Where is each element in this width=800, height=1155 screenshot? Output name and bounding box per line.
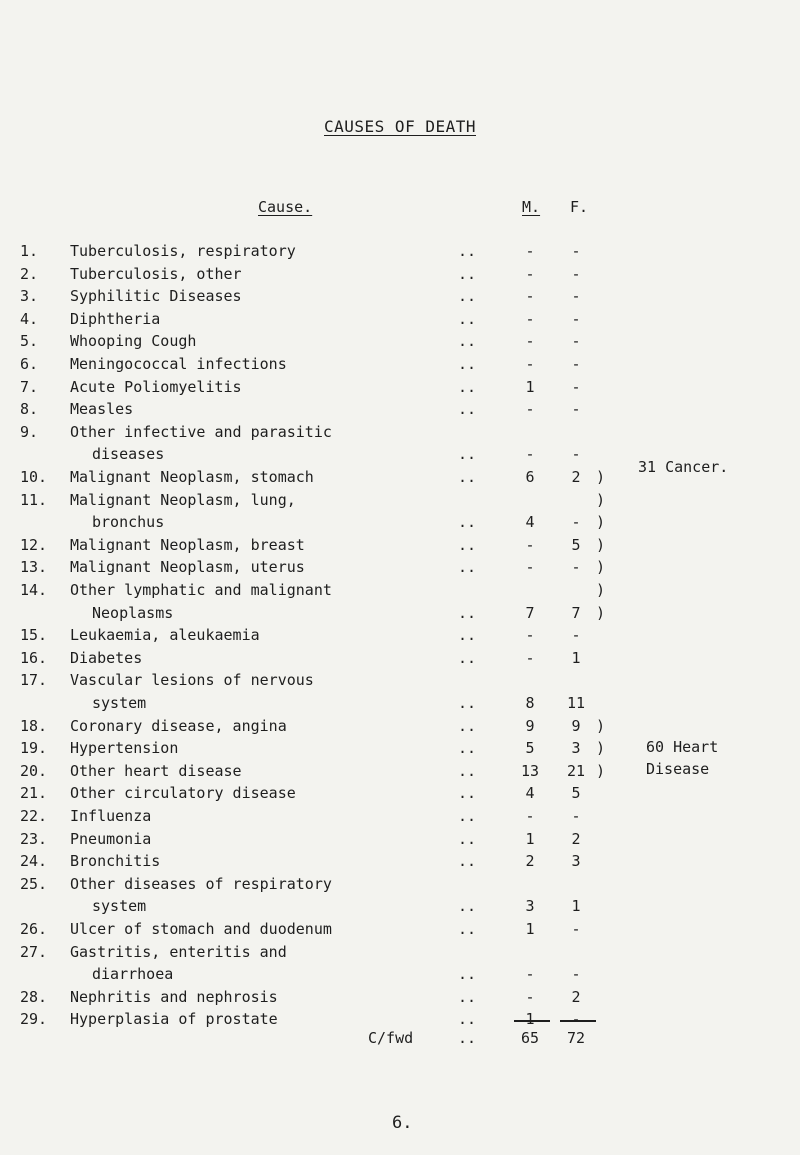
cause-label: Diabetes bbox=[70, 648, 143, 667]
cause-label: Gastritis, enteritis and bbox=[70, 942, 287, 961]
table-row bbox=[0, 647, 800, 669]
cause-label: Other diseases of respiratory bbox=[70, 874, 332, 893]
male-count: 1 bbox=[525, 829, 535, 848]
female-count: - bbox=[571, 807, 581, 825]
table-row bbox=[0, 376, 800, 398]
female-count: 2 bbox=[571, 987, 581, 1006]
cause-label: Hyperplasia of prostate bbox=[70, 1010, 278, 1029]
female-count: 5 bbox=[571, 535, 581, 554]
cause-label: Whooping Cough bbox=[70, 332, 197, 351]
row-number: 3. bbox=[20, 287, 39, 306]
male-count: - bbox=[525, 648, 535, 667]
table-row-continuation bbox=[0, 895, 800, 917]
row-number: 14. bbox=[20, 581, 48, 599]
male-count: - bbox=[525, 242, 535, 260]
male-count: 5 bbox=[525, 739, 535, 758]
leader-dots: .. bbox=[458, 920, 477, 938]
table-row bbox=[0, 715, 800, 737]
row-number: 6. bbox=[20, 355, 39, 373]
male-count: 9 bbox=[525, 716, 535, 735]
row-number: 5. bbox=[20, 332, 39, 351]
cause-label: Acute Poliomyelitis bbox=[70, 377, 242, 396]
table-row bbox=[0, 556, 800, 578]
male-count: 13 bbox=[520, 761, 540, 780]
brace-segment: ) bbox=[596, 761, 606, 780]
male-count: 1 bbox=[525, 377, 535, 396]
female-count: - bbox=[571, 558, 581, 577]
female-count: 1 bbox=[571, 897, 581, 916]
cause-label: Other circulatory disease bbox=[70, 784, 296, 803]
cause-label: Syphilitic Diseases bbox=[70, 287, 242, 306]
leader-dots: .. bbox=[458, 626, 477, 645]
table-row bbox=[0, 873, 800, 895]
female-count: - bbox=[571, 965, 581, 984]
table-row bbox=[0, 941, 800, 963]
leader-dots: .. bbox=[458, 852, 477, 871]
cause-label-continued: diseases bbox=[92, 445, 165, 464]
leader-dots: .. bbox=[458, 445, 477, 464]
female-count: 7 bbox=[571, 603, 581, 622]
row-number: 24. bbox=[20, 852, 48, 871]
table-row bbox=[0, 624, 800, 646]
row-number: 10. bbox=[20, 468, 48, 486]
leader-dots: .. bbox=[458, 1029, 477, 1047]
row-number: 13. bbox=[20, 558, 48, 577]
cause-label: Malignant Neoplasm, uterus bbox=[70, 558, 305, 577]
cause-label: Diphtheria bbox=[70, 309, 161, 328]
female-count: - bbox=[571, 626, 581, 645]
male-count: 2 bbox=[525, 852, 535, 871]
row-number: 29. bbox=[20, 1010, 48, 1029]
leader-dots: .. bbox=[458, 897, 477, 916]
cause-label: Pneumonia bbox=[70, 829, 152, 848]
female-count: 5 bbox=[571, 784, 581, 803]
leader-dots: .. bbox=[458, 377, 477, 396]
row-number: 21. bbox=[20, 784, 48, 803]
cause-label: Other infective and parasitic bbox=[70, 422, 332, 441]
row-number: 19. bbox=[20, 739, 48, 758]
male-count: - bbox=[525, 445, 535, 464]
leader-dots: .. bbox=[458, 332, 477, 351]
brace-segment: ) bbox=[596, 468, 606, 486]
table-row-continuation bbox=[0, 511, 800, 533]
cause-label: Ulcer of stomach and duodenum bbox=[70, 920, 332, 938]
totals-row bbox=[0, 1027, 800, 1049]
female-total: 72 bbox=[566, 1029, 586, 1047]
leader-dots: .. bbox=[458, 694, 477, 712]
row-number: 22. bbox=[20, 807, 48, 825]
male-count: - bbox=[525, 287, 535, 306]
leader-dots: .. bbox=[458, 468, 477, 486]
female-count: - bbox=[571, 242, 581, 260]
row-number: 7. bbox=[20, 377, 39, 396]
male-count: 7 bbox=[525, 603, 535, 622]
cause-label: Measles bbox=[70, 400, 134, 419]
heart-group-label-line2: Disease bbox=[646, 760, 710, 778]
leader-dots: .. bbox=[458, 739, 477, 758]
table-row bbox=[0, 669, 800, 691]
leader-dots: .. bbox=[458, 784, 477, 803]
brace-segment: ) bbox=[596, 716, 606, 735]
female-count: - bbox=[571, 287, 581, 306]
cause-label-continued: diarrhoea bbox=[92, 965, 174, 984]
leader-dots: .. bbox=[458, 400, 477, 419]
female-count: - bbox=[571, 377, 581, 396]
row-number: 11. bbox=[20, 490, 48, 509]
cause-label: Vascular lesions of nervous bbox=[70, 671, 314, 690]
male-count: - bbox=[525, 965, 535, 984]
female-count: - bbox=[571, 513, 581, 532]
female-count: - bbox=[571, 332, 581, 351]
brace-segment: ) bbox=[596, 490, 606, 509]
leader-dots: .. bbox=[458, 287, 477, 306]
leader-dots: .. bbox=[458, 309, 477, 328]
row-number: 8. bbox=[20, 400, 39, 419]
cause-label-continued: system bbox=[92, 694, 147, 712]
male-count: 8 bbox=[525, 694, 535, 712]
male-count: - bbox=[525, 355, 535, 373]
female-count: 2 bbox=[571, 829, 581, 848]
cause-label-continued: system bbox=[92, 897, 147, 916]
leader-dots: .. bbox=[458, 648, 477, 667]
male-count: - bbox=[525, 400, 535, 419]
table-row-continuation bbox=[0, 602, 800, 624]
row-number: 12. bbox=[20, 535, 48, 554]
leader-dots: .. bbox=[458, 987, 477, 1006]
row-number: 28. bbox=[20, 987, 48, 1006]
heart-group-label bbox=[646, 736, 718, 780]
table-row-continuation bbox=[0, 692, 800, 714]
leader-dots: .. bbox=[458, 603, 477, 622]
male-count: - bbox=[525, 264, 535, 283]
cause-label: Other heart disease bbox=[70, 761, 242, 780]
cause-label: Malignant Neoplasm, breast bbox=[70, 535, 305, 554]
leader-dots: .. bbox=[458, 761, 477, 780]
column-header-female: F. bbox=[570, 198, 589, 216]
column-header-cause: Cause. bbox=[258, 198, 313, 216]
leader-dots: .. bbox=[458, 513, 477, 532]
cause-label: Malignant Neoplasm, stomach bbox=[70, 468, 314, 486]
male-count: - bbox=[525, 987, 535, 1006]
male-count: - bbox=[525, 558, 535, 577]
table-row bbox=[0, 579, 800, 601]
table-row bbox=[0, 986, 800, 1008]
female-count: 9 bbox=[571, 716, 581, 735]
female-count: 11 bbox=[566, 694, 586, 712]
male-total-rule bbox=[514, 1020, 550, 1022]
table-row bbox=[0, 353, 800, 375]
cause-label: Influenza bbox=[70, 807, 152, 825]
female-total-rule bbox=[560, 1020, 596, 1022]
table-row bbox=[0, 421, 800, 443]
table-row bbox=[0, 240, 800, 262]
table-row bbox=[0, 918, 800, 940]
leader-dots: .. bbox=[458, 355, 477, 373]
leader-dots: .. bbox=[458, 264, 477, 283]
table-row bbox=[0, 805, 800, 827]
table-row bbox=[0, 330, 800, 352]
row-number: 23. bbox=[20, 829, 48, 848]
male-count: 4 bbox=[525, 784, 535, 803]
leader-dots: .. bbox=[458, 807, 477, 825]
male-total: 65 bbox=[520, 1029, 540, 1047]
table-row bbox=[0, 308, 800, 330]
table-row bbox=[0, 534, 800, 556]
female-count: 21 bbox=[566, 761, 586, 780]
brace-segment: ) bbox=[596, 581, 606, 599]
leader-dots: .. bbox=[458, 242, 477, 260]
leader-dots: .. bbox=[458, 965, 477, 984]
brace-segment: ) bbox=[596, 739, 606, 758]
leader-dots: .. bbox=[458, 558, 477, 577]
leader-dots: .. bbox=[458, 829, 477, 848]
leader-dots: .. bbox=[458, 535, 477, 554]
row-number: 1. bbox=[20, 242, 39, 260]
table-row bbox=[0, 850, 800, 872]
brace-segment: ) bbox=[596, 513, 606, 532]
row-number: 9. bbox=[20, 422, 39, 441]
table-row bbox=[0, 489, 800, 511]
brace-segment: ) bbox=[596, 558, 606, 577]
cause-label: Nephritis and nephrosis bbox=[70, 987, 278, 1006]
female-count: - bbox=[571, 445, 581, 464]
female-count: 1 bbox=[571, 648, 581, 667]
cause-label: Coronary disease, angina bbox=[70, 716, 287, 735]
table-row bbox=[0, 263, 800, 285]
row-number: 15. bbox=[20, 626, 48, 645]
female-count: - bbox=[571, 309, 581, 328]
carried-forward-label: C/fwd bbox=[368, 1029, 414, 1047]
cause-label-continued: Neoplasms bbox=[92, 603, 174, 622]
table-row bbox=[0, 285, 800, 307]
leader-dots: .. bbox=[458, 716, 477, 735]
cause-label: Meningococcal infections bbox=[70, 355, 287, 373]
male-count: 3 bbox=[525, 897, 535, 916]
male-count: - bbox=[525, 332, 535, 351]
row-number: 2. bbox=[20, 264, 39, 283]
male-count: 6 bbox=[525, 468, 535, 486]
female-count: - bbox=[571, 400, 581, 419]
female-count: - bbox=[571, 355, 581, 373]
row-number: 26. bbox=[20, 920, 48, 938]
row-number: 25. bbox=[20, 874, 48, 893]
row-number: 27. bbox=[20, 942, 48, 961]
cause-label: Leukaemia, aleukaemia bbox=[70, 626, 260, 645]
cause-label: Malignant Neoplasm, lung, bbox=[70, 490, 296, 509]
cancer-group-label: 31 Cancer. bbox=[638, 458, 729, 476]
cause-label: Tuberculosis, other bbox=[70, 264, 242, 283]
brace-segment: ) bbox=[596, 603, 606, 622]
female-count: - bbox=[571, 920, 581, 938]
table-row-continuation bbox=[0, 963, 800, 985]
female-count: 3 bbox=[571, 852, 581, 871]
cause-label-continued: bronchus bbox=[92, 513, 165, 532]
row-number: 20. bbox=[20, 761, 48, 780]
male-count: - bbox=[525, 807, 535, 825]
leader-dots: .. bbox=[458, 1010, 477, 1029]
heart-group-label-line1: 60 Heart bbox=[646, 738, 719, 756]
table-row bbox=[0, 828, 800, 850]
male-count: 1 bbox=[525, 920, 535, 938]
table-row bbox=[0, 782, 800, 804]
male-count: - bbox=[525, 626, 535, 645]
cause-label: Tuberculosis, respiratory bbox=[70, 242, 296, 260]
male-count: - bbox=[525, 535, 535, 554]
row-number: 16. bbox=[20, 648, 48, 667]
row-number: 4. bbox=[20, 309, 39, 328]
cause-label: Bronchitis bbox=[70, 852, 161, 871]
brace-segment: ) bbox=[596, 535, 606, 554]
page-title: CAUSES OF DEATH bbox=[324, 117, 476, 136]
female-count: 2 bbox=[571, 468, 581, 486]
page-number: 6. bbox=[392, 1113, 413, 1133]
cause-label: Hypertension bbox=[70, 739, 179, 758]
row-number: 17. bbox=[20, 671, 48, 690]
cause-label: Other lymphatic and malignant bbox=[70, 581, 332, 599]
column-header-male: M. bbox=[522, 198, 541, 216]
male-count: 4 bbox=[525, 513, 535, 532]
female-count: 3 bbox=[571, 739, 581, 758]
table-row bbox=[0, 398, 800, 420]
male-count: - bbox=[525, 309, 535, 328]
row-number: 18. bbox=[20, 716, 48, 735]
female-count: - bbox=[571, 264, 581, 283]
